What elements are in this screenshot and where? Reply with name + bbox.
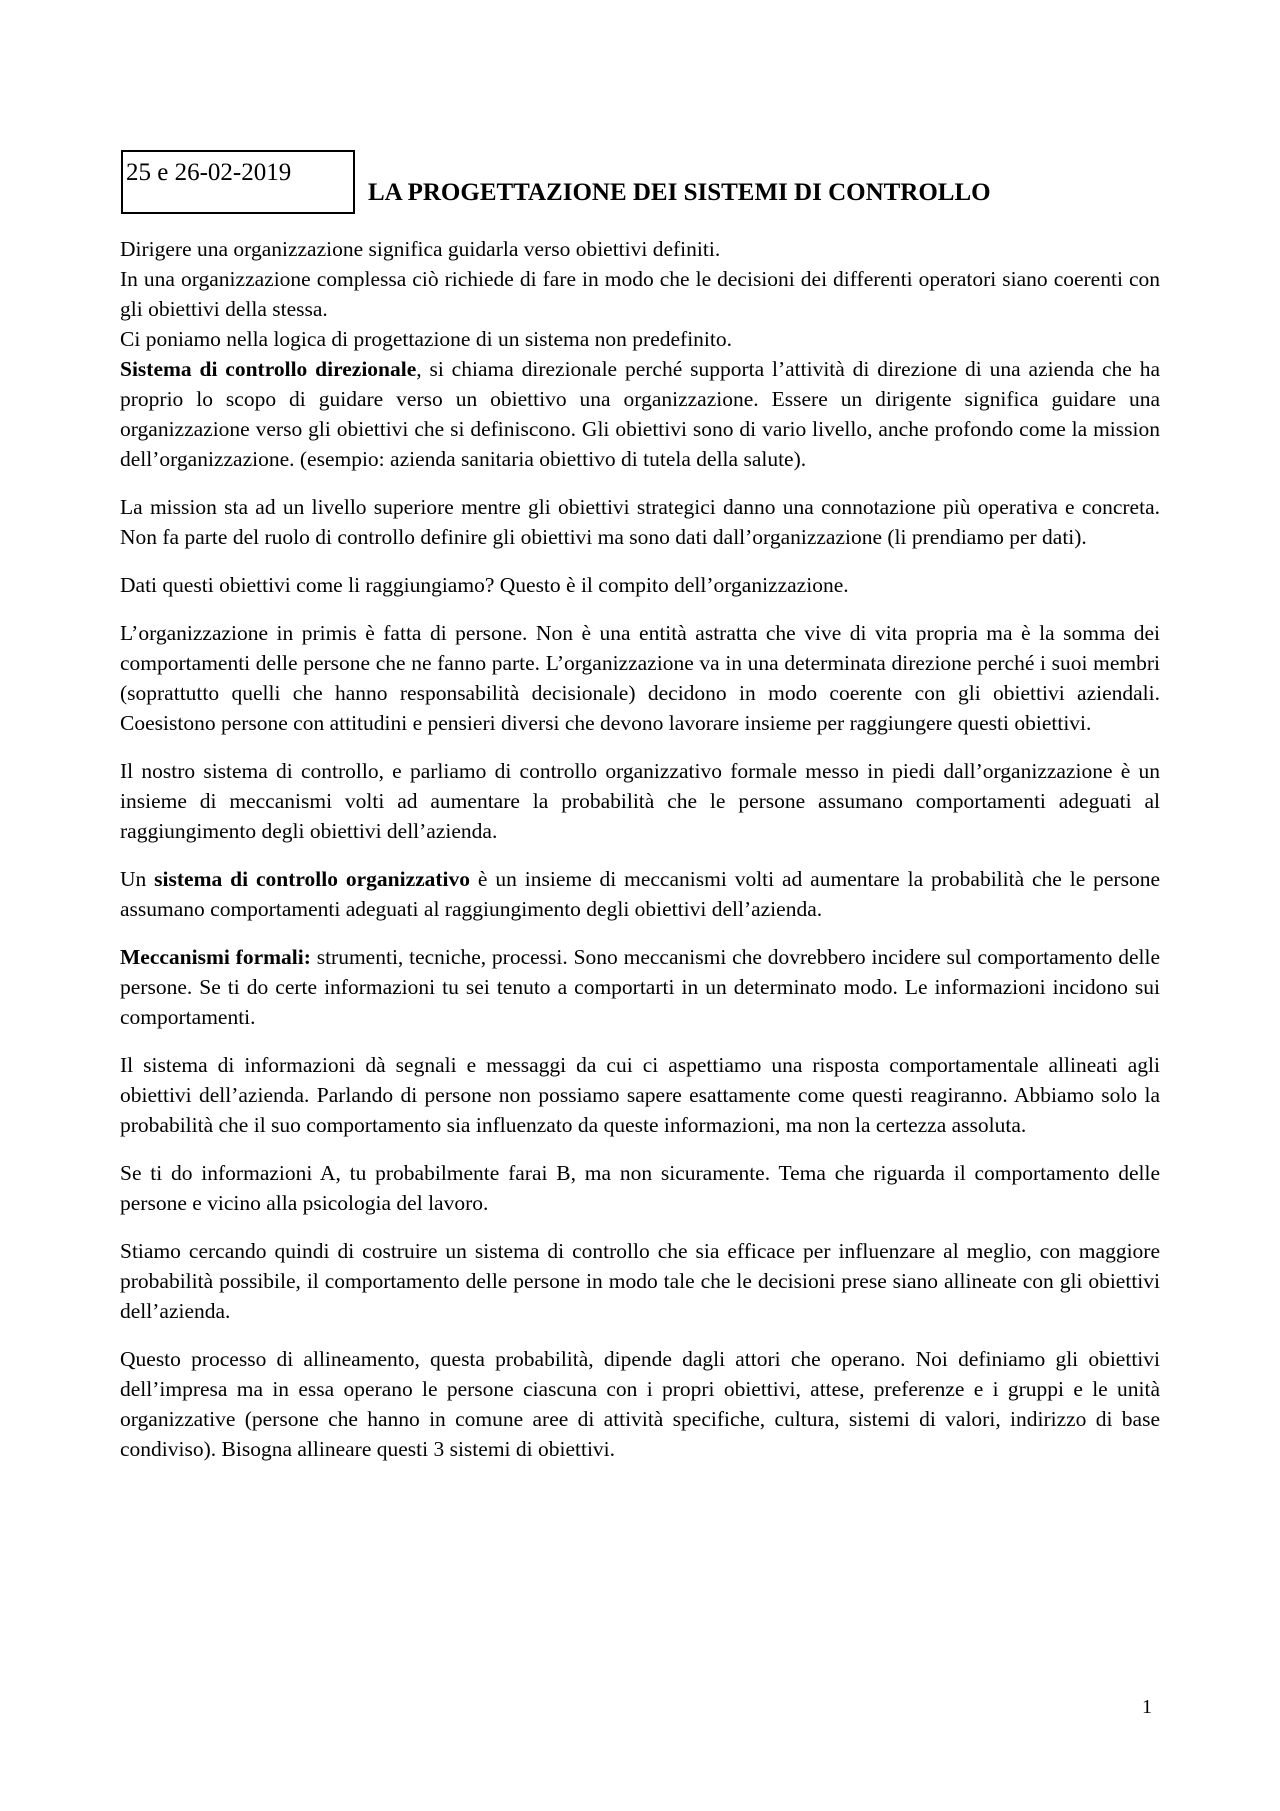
paragraph: Dirigere una organizzazione significa guidarla verso obiettivi definiti.: [120, 237, 721, 261]
bold-term: sistema di controllo organizzativo: [154, 867, 471, 891]
paragraph: La mission sta ad un livello superiore mentre gli obiettivi strategici danno una connotazione più operativa e concreta. Non fa parte del ruolo di controllo definire gli obiettivi ma sono dati dall’organizzazione (li prendiamo per dati).: [120, 495, 1160, 549]
paragraph: Il nostro sistema di controllo, e parliamo di controllo organizzativo formale messo in piedi dall’organizzazione è un insieme di meccanismi volti ad aumentare la probabilità che le persone assumano comportamenti adeguati al raggiungimento degli obiettivi dell’azienda.: [120, 759, 1160, 843]
page-number: 1: [1142, 1696, 1152, 1718]
date-box: [121, 150, 355, 214]
page-title: LA PROGETTAZIONE DEI SISTEMI DI CONTROLLO: [368, 179, 991, 206]
paragraph: Se ti do informazioni A, tu probabilmente farai B, ma non sicuramente. Tema che riguarda il comportamento delle persone e vicino alla psicologia del lavoro.: [120, 1161, 1160, 1215]
bold-term: Sistema di controllo direzionale: [120, 357, 417, 381]
paragraph: Dati questi obiettivi come li raggiungiamo? Questo è il compito dell’organizzazione.: [120, 573, 849, 597]
document-body: [120, 234, 1160, 1464]
paragraph: Un sistema di controllo organizzativo è un insieme di meccanismi volti ad aumentare la probabilità che le persone assumano comportamenti adeguati al raggiungimento degli obiettivi dell’azienda.: [120, 867, 1161, 921]
paragraph: Stiamo cercando quindi di costruire un sistema di controllo che sia efficace per influenzare al meglio, con maggiore probabilità possibile, il comportamento delle persone in modo tale che le decisioni prese siano allineate con gli obiettivi dell’azienda.: [120, 1239, 1160, 1323]
paragraph: Ci poniamo nella logica di progettazione di un sistema non predefinito.: [120, 327, 733, 351]
paragraph: Meccanismi formali: strumenti, tecniche, processi. Sono meccanismi che dovrebbero incidere sul comportamento delle persone. Se ti do certe informazioni tu sei tenuto a comportarti in un determinato modo. Le informazioni incidono sui comportamenti.: [120, 945, 1160, 1029]
bold-term: Meccanismi formali:: [120, 945, 311, 969]
paragraph: In una organizzazione complessa ciò richiede di fare in modo che le decisioni dei differenti operatori siano coerenti con gli obiettivi della stessa.: [120, 267, 1160, 321]
paragraph: Sistema di controllo direzionale, si chiama direzionale perché supporta l’attività di direzione di una azienda che ha proprio lo scopo di guidare verso un obiettivo una organizzazione. Essere un dirigente significa guidare una organizzazione verso gli obiettivi che si definiscono. Gli obiettivi sono di vario livello, anche profondo come la mission dell’organizzazione. (esempio: azienda sanitaria obiettivo di tutela della salute).: [120, 357, 1160, 471]
date-label: 25 e 26-02-2019: [126, 159, 292, 186]
paragraph: L’organizzazione in primis è fatta di persone. Non è una entità astratta che vive di vita propria ma è la somma dei comportamenti delle persone che ne fanno parte. L’organizzazione va in una determinata direzione perché i suoi membri (soprattutto quelli che hanno responsabilità decisionale) decidono in modo coerente con gli obiettivi aziendali. Coesistono persone con attitudini e pensieri diversi che devono lavorare insieme per raggiungere questi obiettivi.: [120, 621, 1160, 735]
paragraph: Questo processo di allineamento, questa probabilità, dipende dagli attori che operano. Noi definiamo gli obiettivi dell’impresa ma in essa operano le persone ciascuna con i propri obiettivi, attese, preferenze e i gruppi e le unità organizzative (persone che hanno in comune aree di attività specifiche, cultura, sistemi di valori, indirizzo di base condiviso). Bisogna allineare questi 3 sistemi di obiettivi.: [120, 1347, 1160, 1461]
paragraph: Il sistema di informazioni dà segnali e messaggi da cui ci aspettiamo una risposta comportamentale allineati agli obiettivi dell’azienda. Parlando di persone non possiamo sapere esattamente come questi reagiranno. Abbiamo solo la probabilità che il suo comportamento sia influenzato da queste informazioni, ma non la certezza assoluta.: [120, 1053, 1160, 1137]
